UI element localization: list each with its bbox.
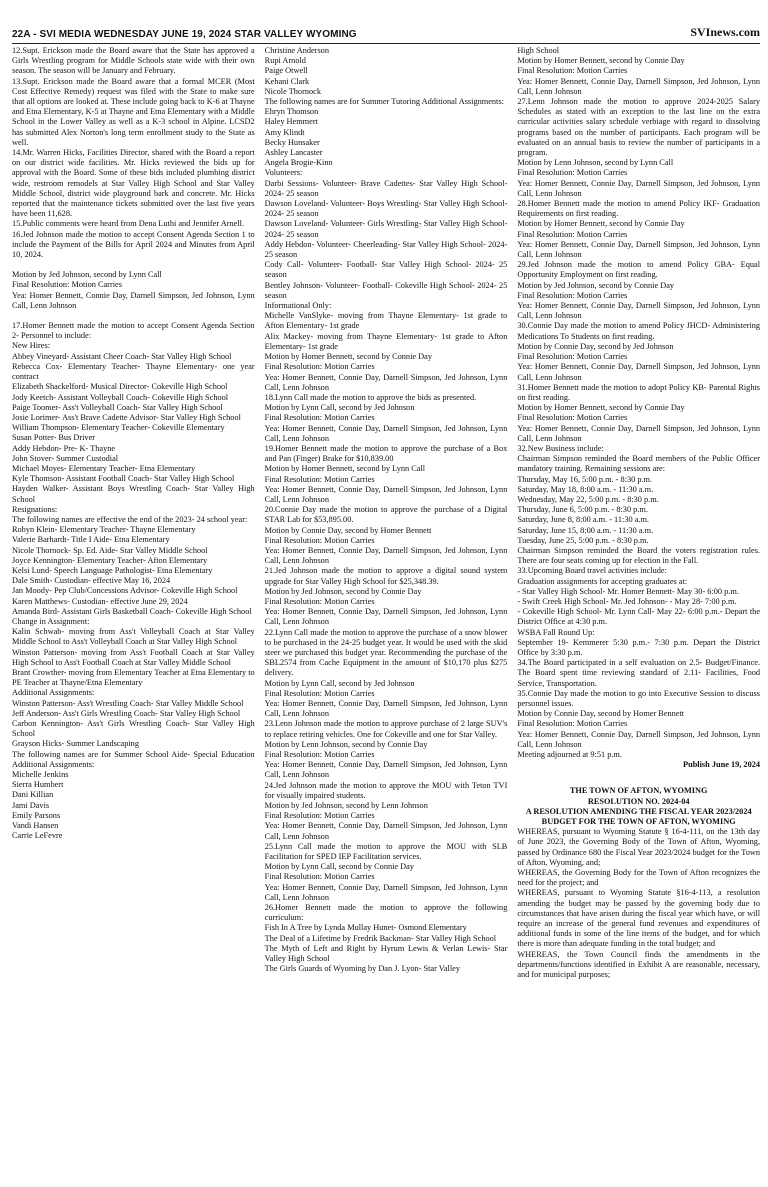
minutes-paragraph: Yea: Homer Bennett, Connie Day, Darnell Simpson, Jed Johnson, Lynn Call, Lenn Johnson bbox=[264, 882, 508, 902]
minutes-paragraph: Motion by Homer Bennett, second by Lynn Call bbox=[264, 464, 426, 474]
minutes-paragraph: 18.Lynn Call made the motion to approve the bids as presented. bbox=[264, 392, 477, 402]
minutes-paragraph: Kyle Thomson- Assistant Football Coach- Star Valley High School bbox=[12, 474, 235, 484]
minutes-paragraph: Final Resolution: Motion Carries bbox=[517, 229, 628, 239]
minutes-paragraph: Yea: Homer Bennett, Connie Day, Darnell Simpson, Jed Johnson, Lynn Call, Lenn Johnson bbox=[264, 699, 508, 719]
minutes-paragraph: Saturday, June 15, 8:00 a.m. - 11:30 a.m. bbox=[517, 525, 654, 535]
minutes-paragraph: Jody Keetch- Assistant Volleyball Coach- Cokeville High School bbox=[12, 392, 229, 402]
minutes-paragraph: Brant Crowther- moving from Elementary Teacher at Etna Elementary to PE Teacher at Thayne/Etna Elementary bbox=[12, 667, 255, 688]
minutes-paragraph: Motion by Jed Johnson, second by Connie Day bbox=[517, 280, 675, 290]
minutes-paragraph: Final Resolution: Motion Carries bbox=[517, 719, 628, 729]
minutes-paragraph: - Cokeville High School- Mr. Lynn Call- May 22- 6:00 p.m.- Depart the District Office at 4:30 p.m. bbox=[517, 607, 761, 627]
minutes-paragraph: Meeting adjourned at 9:51 p.m. bbox=[517, 750, 622, 760]
resolution-title-line: THE TOWN OF AFTON, WYOMING bbox=[569, 786, 708, 796]
article-columns bbox=[12, 46, 760, 980]
resolution-paragraph: WHEREAS, the Town Council finds the amendments in the departments/functions identified in Exhibit A are reasonable, necessary, and for municipal purposes; bbox=[517, 949, 761, 980]
minutes-paragraph: Motion by Jed Johnson, second by Lenn Johnson bbox=[264, 801, 428, 811]
minutes-paragraph: 33.Upcoming Board travel activities include: bbox=[517, 566, 667, 576]
minutes-paragraph: Final Resolution: Motion Carries bbox=[264, 872, 375, 882]
minutes-paragraph: Final Resolution: Motion Carries bbox=[517, 290, 628, 300]
minutes-paragraph: Yea: Homer Bennett, Connie Day, Darnell Simpson, Jed Johnson, Lynn Call, Lenn Johnson bbox=[517, 301, 761, 321]
minutes-paragraph: Haley Hemmert bbox=[264, 117, 318, 127]
minutes-paragraph: Yea: Homer Bennett, Connie Day, Darnell Simpson, Jed Johnson, Lynn Call, Lenn Johnson bbox=[12, 290, 255, 310]
column-2 bbox=[265, 46, 508, 980]
minutes-paragraph: Motion by Lynn Call, second by Connie Day bbox=[264, 862, 415, 872]
resolution-body bbox=[517, 827, 760, 980]
minutes-paragraph: 32.New Business include: bbox=[517, 443, 604, 453]
minutes-paragraph: Ashley Lancaster bbox=[264, 148, 323, 158]
minutes-paragraph: 27.Lenn Johnson made the motion to approve 2024-2025 Salary Schedules as stated with an exception to the last line on the extra curricular activities salary schedule verbiage with regard to dissolving programs based on the number of participants. Each program will be evaluated on an annual basis to review the number of participants in a program. bbox=[517, 97, 761, 158]
minutes-paragraph: Final Resolution: Motion Carries bbox=[264, 413, 375, 423]
minutes-paragraph: Amanda Bird- Assistant Girls Basketball Coach- Cokeville High School bbox=[12, 606, 252, 616]
minutes-paragraph: Jan Moody- Pep Club/Concessions Advisor- Cokeville High School bbox=[12, 586, 238, 596]
minutes-paragraph: Saturday, June 8, 8:00 a.m. - 11:30 a.m. bbox=[517, 515, 649, 525]
minutes-paragraph: Final Resolution: Motion Carries bbox=[264, 688, 375, 698]
minutes-paragraph: Motion by Jed Johnson, second by Lynn Call bbox=[12, 270, 162, 280]
minutes-paragraph: Michael Moyes- Elementary Teacher- Etna Elementary bbox=[12, 463, 196, 473]
minutes-paragraph: Resignations: bbox=[12, 504, 58, 514]
minutes-paragraph: Wednesday, May 22, 5:00 p.m. - 8:30 p.m. bbox=[517, 494, 659, 504]
minutes-paragraph: Motion by Jed Johnson, second by Connie Day bbox=[264, 586, 422, 596]
minutes-paragraph: Nicole Thornock bbox=[264, 86, 321, 96]
minutes-paragraph: Motion by Connie Day, second by Homer Bennett bbox=[264, 525, 432, 535]
minutes-paragraph: 26.Homer Bennett made the motion to approve the following curriculum: bbox=[264, 903, 508, 923]
minutes-paragraph: 25.Lynn Call made the motion to approve the MOU with SLB Facilitation for SPED IEP Facilitation services. bbox=[264, 841, 508, 862]
minutes-paragraph: Becky Hunsaker bbox=[264, 137, 320, 147]
minutes-paragraph: Paige Otwell bbox=[264, 66, 308, 76]
minutes-paragraph: Motion by Homer Bennett, second by Connie Day bbox=[517, 219, 685, 229]
header-dateline: 22A - SVI MEDIA WEDNESDAY JUNE 19, 2024 STAR VALLEY WYOMING bbox=[12, 29, 357, 40]
minutes-paragraph: Robyn Klein- Elementary Teacher- Thayne Elementary bbox=[12, 525, 196, 535]
minutes-paragraph: 17.Homer Bennett made the motion to accept Consent Agenda Section 2- Personnel to include: bbox=[12, 321, 255, 341]
minutes-paragraph: Josie Lorimer- Ass't Brave Cadette Advisor- Star Valley High School bbox=[12, 412, 241, 422]
minutes-paragraph: Carrie LeFevre bbox=[12, 831, 63, 841]
minutes-paragraph: 31.Homer Bennett made the motion to adopt Policy KB- Parental Rights on first reading. bbox=[517, 382, 761, 402]
minutes-paragraph: Yea: Homer Bennett, Connie Day, Darnell Simpson, Jed Johnson, Lynn Call, Lenn Johnson bbox=[264, 545, 508, 566]
minutes-paragraph: Addy Hebdon- Volunteer- Cheerleading- Star Valley High School- 2024- 25 season bbox=[264, 239, 508, 260]
minutes-paragraph: Yea: Homer Bennett, Connie Day, Darnell Simpson, Jed Johnson, Lynn Call, Lenn Johnson bbox=[517, 362, 761, 382]
minutes-paragraph: Bentley Johnson- Volunteer- Football- Cokeville High School- 2024- 25 season bbox=[264, 280, 508, 300]
minutes-paragraph: Emily Parsons bbox=[12, 810, 61, 820]
minutes-paragraph: Final Resolution: Motion Carries bbox=[517, 168, 628, 178]
minutes-paragraph: The following names are effective the end of the 2023- 24 school year: bbox=[12, 514, 248, 524]
resolution-paragraph: WHEREAS, the Governing Body for the Town of Afton recognizes the need for the project; and bbox=[517, 868, 761, 888]
minutes-paragraph: Angela Brogie-Kinn bbox=[264, 158, 333, 168]
minutes-paragraph: 22.Lynn Call made the motion to approve the purchase of a snow blower to be purchased in the 24-25 budget year. It would be used with the skid steer we purchased this budget year. Recommending the purchase of the SBL2574 from Cache Equipment in the amount of $10,170 plus $275 delivery. bbox=[264, 627, 508, 678]
minutes-paragraph: Dawson Loveland- Volunteer- Boys Wrestling- Star Valley High School- 2024- 25 season bbox=[264, 199, 508, 219]
minutes-paragraph: Motion by Lenn Johnson, second by Lynn Call bbox=[517, 158, 674, 168]
minutes-paragraph: New Hires: bbox=[12, 341, 51, 351]
minutes-paragraph: Nicole Thornock- Sp. Ed. Aide- Star Valley Middle School bbox=[12, 545, 208, 555]
minutes-paragraph: Kalin Schwab- moving from Ass't Volleyball Coach at Star Valley Middle School to Ass't Volleyball Coach at Star Valley High School bbox=[12, 627, 255, 647]
minutes-paragraph: 23.Lenn Johnson made the motion to approve purchase of 2 large SUV's to replace retiring vehicles. One for Cokeville and one for Star Valley. bbox=[264, 719, 508, 739]
minutes-paragraph: 15.Public comments were heard from Dena Luthi and Jennifer Arnell. bbox=[12, 219, 245, 229]
minutes-paragraph: Abbey Vineyard- Assistant Cheer Coach- Star Valley High School bbox=[12, 351, 232, 361]
minutes-paragraph: Karen Matthews- Custodian- effective June 29, 2024 bbox=[12, 596, 188, 606]
minutes-paragraph: Motion by Homer Bennett, second by Connie Day bbox=[517, 56, 685, 66]
minutes-paragraph: Yea: Homer Bennett, Connie Day, Darnell Simpson, Jed Johnson, Lynn Call, Lenn Johnson bbox=[517, 423, 761, 443]
minutes-paragraph: Informational Only: bbox=[264, 301, 332, 311]
minutes-paragraph: Kelsi Lund- Speech Language Pathologist- Etna Elementary bbox=[12, 565, 213, 575]
minutes-paragraph: The Myth of Left and Right by Hyrum Lewis & Verlan Lewis- Star Valley High School bbox=[264, 943, 508, 964]
minutes-paragraph: Yea: Homer Bennett, Connie Day, Darnell Simpson, Jed Johnson, Lynn Call, Lenn Johnson bbox=[264, 372, 508, 392]
minutes-paragraph: William Thompson- Elementary Teacher- Cokeville Elementary bbox=[12, 423, 225, 433]
minutes-paragraph: 34.The Board participated in a self evaluation on 2.5- Budget/Finance. The Board spent time reviewing standard of 2.11- Facilities, Food Service, Transportation. bbox=[517, 658, 761, 688]
minutes-paragraph: 21.Jed Johnson made the motion to approve a digital sound system upgrade for Star Valley High School for $25,348.39. bbox=[264, 566, 508, 586]
minutes-paragraph: Christine Anderson bbox=[264, 46, 329, 55]
minutes-paragraph: Graduation assignments for accepting graduates at: bbox=[517, 576, 688, 586]
page-header bbox=[12, 0, 760, 44]
minutes-paragraph: Michelle Jenkins bbox=[12, 770, 69, 780]
minutes-paragraph: Yea: Homer Bennett, Connie Day, Darnell Simpson, Jed Johnson, Lynn Call, Lenn Johnson bbox=[264, 821, 508, 841]
minutes-paragraph: Valerie Barhardt- Title I Aide- Etna Elementary bbox=[12, 535, 170, 545]
minutes-paragraph: The Deal of a Lifetime by Fredrik Backman- Star Valley High School bbox=[264, 933, 497, 943]
minutes-paragraph: The Girls Guards of Wyoming by Dan J. Lyon- Star Valley bbox=[264, 964, 460, 974]
minutes-paragraph: Motion by Homer Bennett, second by Connie Day bbox=[264, 352, 432, 362]
minutes-paragraph: Rupi Arnold bbox=[264, 56, 306, 66]
minutes-paragraph: Final Resolution: Motion Carries bbox=[517, 352, 628, 362]
minutes-paragraph: Final Resolution: Motion Carries bbox=[264, 750, 375, 760]
minutes-paragraph: Yea: Homer Bennett, Connie Day, Darnell Simpson, Jed Johnson, Lynn Call, Lenn Johnson bbox=[517, 239, 761, 260]
minutes-paragraph: Sierra Humbert bbox=[12, 780, 64, 790]
minutes-paragraph: Paige Toomer- Ass't Volleyball Coach- Star Valley High School bbox=[12, 402, 223, 412]
minutes-paragraph: Motion by Lynn Call, second by Jed Johnson bbox=[264, 403, 415, 413]
minutes-paragraph: Darbi Sessions- Volunteer- Brave Cadettes- Star Valley High School- 2024- 25 season bbox=[264, 178, 508, 198]
minutes-paragraph: Kehani Clark bbox=[264, 76, 310, 86]
minutes-paragraph: - Star Valley High School- Mr. Homer Bennett- May 30- 6:00 p.m. bbox=[517, 586, 739, 596]
minutes-paragraph: 28.Homer Bennett made the motion to amend Policy IKF- Graduation Requirements on first reading. bbox=[517, 199, 761, 219]
minutes-paragraph: 13.Supt. Erickson made the Board aware that a formal MCER (Most Cost Effective Remedy) request was filed with the State to make sure that all options are looked at. These include going back to K-6 at Thayne and Etna Elementary, K-5 at Thayne and Etna Elementary with a Middle School in the Lower Valley as well as a K-3 school in Alpine. LCSD2 has submitted Alex Norton's long term enrollment study to the State as well. bbox=[12, 76, 255, 147]
minutes-paragraph: Motion by Connie Day, second by Jed Johnson bbox=[517, 341, 674, 351]
resolution-paragraph: WHEREAS, pursuant to Wyoming Statute § 16-4-111, on the 13th day of June 2023, the Governing Body of the Town of Afton, Wyoming, passed by Ordinance 680 the Fiscal Year 2023/2024 budget for the Town of Afton, Wyoming, and; bbox=[517, 827, 761, 867]
minutes-paragraph: Yea: Homer Bennett, Connie Day, Darnell Simpson, Jed Johnson, Lynn Call, Lenn Johnson bbox=[264, 423, 508, 443]
column-3-body bbox=[517, 46, 760, 760]
minutes-paragraph: 14.Mr. Warren Hicks, Facilities Director, shared with the Board a report on our district wide facilities. Mr. Hicks reviewed the bids up for approval with the Board. Some of these bids included plumbing district wide, restroom remodels at Star Valley High School and Star Valley Middle School, district wide playground bark and concrete. Mr. Hicks reported that the maintenance tickets submitted over the last five years have been 11,628. bbox=[12, 148, 255, 219]
column-1 bbox=[12, 46, 255, 980]
minutes-paragraph: Final Resolution: Motion Carries bbox=[517, 66, 628, 76]
minutes-paragraph: Yea: Homer Bennett, Connie Day, Darnell Simpson, Jed Johnson, Lynn Call, Lenn Johnson bbox=[264, 484, 508, 504]
minutes-paragraph: Winston Patterson- Ass't Wrestling Coach- Star Valley Middle School bbox=[12, 698, 244, 708]
minutes-paragraph: Cody Call- Volunteer- Football- Star Valley High School- 2024- 25 season bbox=[264, 260, 508, 280]
minutes-paragraph: Chairman Simpson reminded the Board members of the Public Officer mandatory training. Remaining sessions are: bbox=[517, 454, 761, 474]
minutes-paragraph: John Stover- Summer Custodial bbox=[12, 453, 119, 463]
minutes-paragraph: Additional Assignments: bbox=[12, 688, 95, 698]
minutes-paragraph: Change in Assignment: bbox=[12, 616, 90, 626]
minutes-paragraph: Michelle VanSlyke- moving from Thayne Elementary- 1st grade to Afton Elementary- 1st grade bbox=[264, 311, 508, 331]
minutes-paragraph: 20.Connie Day made the motion to approve the purchase of a Digital STAR Lab for $53,895.00. bbox=[264, 505, 508, 525]
minutes-paragraph: Yea: Homer Bennett, Connie Day, Darnell Simpson, Jed Johnson, Lynn Call, Lenn Johnson bbox=[264, 607, 508, 627]
header-site-link[interactable]: SVInews.com bbox=[690, 25, 760, 39]
resolution-title-line: RESOLUTION NO. 2024-04 bbox=[587, 796, 690, 806]
minutes-paragraph: Thursday, June 6, 5:00 p.m. - 8:30 p.m. bbox=[517, 505, 648, 515]
minutes-paragraph: Vandi Hansen bbox=[12, 821, 59, 831]
minutes-paragraph: Final Resolution: Motion Carries bbox=[264, 811, 375, 821]
minutes-paragraph: Addy Hebdon- Pre- K- Thayne bbox=[12, 443, 116, 453]
minutes-paragraph: Dani Killian bbox=[12, 790, 54, 800]
minutes-paragraph: Final Resolution: Motion Carries bbox=[264, 362, 375, 372]
minutes-paragraph: Yea: Homer Bennett, Connie Day, Darnell Simpson, Jed Johnson, Lynn Call, Lenn Johnson bbox=[517, 76, 761, 96]
minutes-paragraph: Final Resolution: Motion Carries bbox=[264, 596, 375, 606]
minutes-paragraph: Alix Mackey- moving from Thayne Elementary- 1st grade to Afton Elementary- 1st grade bbox=[264, 331, 508, 351]
minutes-paragraph: Final Resolution: Motion Carries bbox=[264, 535, 375, 545]
minutes-paragraph: Motion by Lynn Call, second by Jed Johnson bbox=[264, 678, 415, 688]
minutes-paragraph: Final Resolution: Motion Carries bbox=[12, 280, 122, 290]
minutes-paragraph: Hayden Walker- Assistant Boys Wrestling Coach- Star Valley High School bbox=[12, 484, 255, 504]
resolution-title-line: A RESOLUTION AMENDING THE FISCAL YEAR 2023/2024 BUDGET FOR THE TOWN OF AFTON, WYOMING bbox=[525, 806, 752, 827]
minutes-paragraph: Dale Smith- Custodian- effective May 16, 2024 bbox=[12, 576, 171, 586]
minutes-paragraph: Motion by Homer Bennett, second by Connie Day bbox=[517, 403, 685, 413]
minutes-paragraph: Saturday, May 18, 8:00 a.m. - 11:30 a.m. bbox=[517, 484, 654, 494]
minutes-paragraph: 29.Jed Johnson made the motion to amend Policy GBA- Equal Opportunity Employment on first reading. bbox=[517, 260, 761, 280]
minutes-paragraph: Amy Klindt bbox=[264, 127, 305, 137]
minutes-paragraph: Winston Patterson- moving from Ass't Football Coach at Star Valley High School to Ass't Football Coach at Star Valley Middle School bbox=[12, 647, 255, 667]
minutes-paragraph: Motion by Connie Day, second by Homer Bennett bbox=[517, 709, 685, 719]
minutes-paragraph: Volunteers: bbox=[264, 168, 303, 178]
minutes-paragraph: Yea: Homer Bennett, Connie Day, Darnell Simpson, Jed Johnson, Lynn Call, Lenn Johnson bbox=[517, 729, 761, 749]
minutes-paragraph: Final Resolution: Motion Carries bbox=[264, 474, 375, 484]
minutes-paragraph: The following names are for Summer Tutoring Additional Assignments: bbox=[264, 97, 504, 107]
minutes-paragraph: 24.Jed Johnson made the motion to approve the MOU with Teton TVI for visually impaired students. bbox=[264, 780, 508, 800]
resolution-paragraph: WHEREAS, pursuant to Wyoming Statute §16-4-113, a resolution amending the budget may be passed by the governing body due to circumstances that have arisen during the fiscal year which have, or will require an increase of the general fund revenues and expenditures of additional funds in some of the line items of the budget, and for which there is more than adequate funding in the total budget; and bbox=[517, 888, 761, 949]
minutes-paragraph: High School bbox=[517, 46, 560, 55]
paragraph-gap bbox=[12, 260, 255, 270]
paragraph-gap bbox=[12, 311, 255, 321]
minutes-paragraph: WSBA Fall Round Up: bbox=[517, 627, 595, 637]
minutes-paragraph: Susan Potter- Bus Driver bbox=[12, 433, 96, 443]
minutes-paragraph: - Swift Creek High School- Mr. Jed Johnson- - May 28- 7:00 p.m. bbox=[517, 596, 737, 606]
minutes-paragraph: Tuesday, June 25, 5:00 p.m. - 8:30 p.m. bbox=[517, 535, 649, 545]
minutes-paragraph: 35.Connie Day made the motion to go into Executive Session to discuss personnel issues. bbox=[517, 688, 761, 708]
minutes-paragraph: Carbon Kennington- Ass't Girls Wrestling Coach- Star Valley High School bbox=[12, 719, 255, 739]
minutes-paragraph: Elizabeth Shackelford- Musical Director- Cokeville High School bbox=[12, 382, 228, 392]
minutes-paragraph: 12.Supt. Erickson made the Board aware that the State has approved a Girls Wrestling program for Middle Schools state wide with their own season. The season will be January and February. bbox=[12, 46, 255, 76]
publish-date: Publish June 19, 2024 bbox=[683, 760, 761, 770]
minutes-paragraph: Rebecca Cox- Elementary Teacher- Thayne Elementary- one year contract bbox=[12, 361, 255, 382]
minutes-paragraph: Final Resolution: Motion Carries bbox=[517, 413, 628, 423]
minutes-paragraph: 30.Connie Day made the motion to amend Policy JHCD- Administering Medications To Students on first reading. bbox=[517, 321, 761, 341]
minutes-paragraph: 16.Jed Johnson made the motion to accept Consent Agenda Section 1 to include the Payment of the Bills for April 2024 and Minutes from April 10, 2024. bbox=[12, 229, 255, 260]
minutes-paragraph: The following names are for Summer School Aide- Special Education Additional Assignments: bbox=[12, 749, 255, 769]
minutes-paragraph: Yea: Homer Bennett, Connie Day, Darnell Simpson, Jed Johnson, Lynn Call, Lenn Johnson bbox=[517, 178, 761, 198]
minutes-paragraph: Grayson Hicks- Summer Landscaping bbox=[12, 739, 139, 749]
column-3 bbox=[517, 46, 760, 980]
minutes-paragraph: Motion by Lenn Johnson, second by Connie Day bbox=[264, 739, 428, 749]
minutes-paragraph: Thursday, May 16, 5:00 p.m. - 8:30 p.m. bbox=[517, 474, 653, 484]
minutes-paragraph: Dawson Loveland- Volunteer- Girls Wrestling- Star Valley High School- 2024- 25 season bbox=[264, 219, 508, 239]
minutes-paragraph: Ehryn Thomson bbox=[264, 107, 319, 117]
minutes-paragraph: Jami Davis bbox=[12, 800, 50, 810]
minutes-paragraph: Jeff Anderson- Ass't Girls Wrestling Coach- Star Valley High School bbox=[12, 708, 241, 718]
minutes-paragraph: September 19- Kemmerer 5:30 p.m.- 7:30 p.m. Depart the District Office by 3:30 p.m. bbox=[517, 637, 761, 657]
minutes-paragraph: Chairman Simpson reminded the Board the voters registration rules. There are four seats coming up for election in the Fall. bbox=[517, 545, 761, 566]
minutes-paragraph: Joyce Kennington- Elementary Teacher- Afton Elementary bbox=[12, 555, 208, 565]
minutes-paragraph: 19.Homer Bennett made the motion to approve the purchase of a Box and Pan (Finger) Brake for $10,839.00 bbox=[264, 443, 508, 464]
minutes-paragraph: Yea: Homer Bennett, Connie Day, Darnell Simpson, Jed Johnson, Lynn Call, Lenn Johnson bbox=[264, 760, 508, 780]
minutes-paragraph: Fish In A Tree by Lynda Mullay Hunet- Osmond Elementary bbox=[264, 923, 467, 933]
